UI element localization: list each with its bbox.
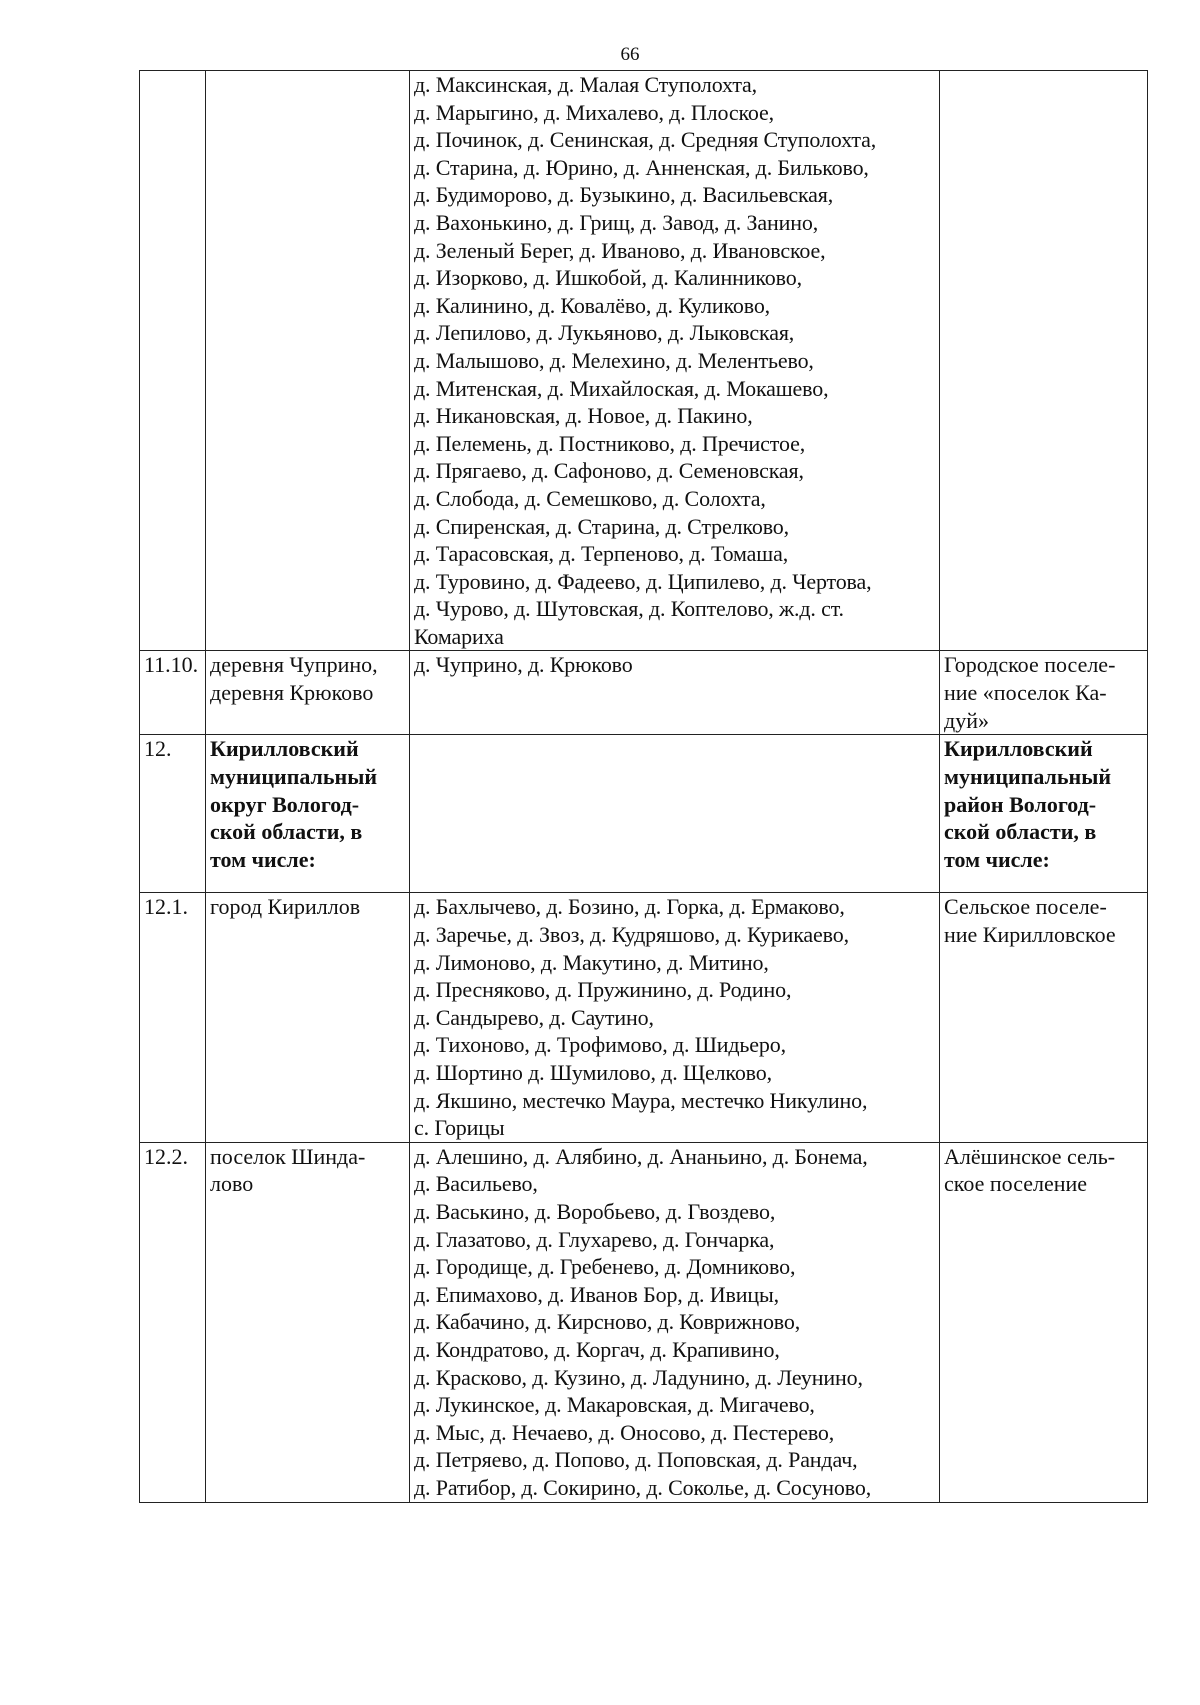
settlements-line: д. Тихоново, д. Трофимово, д. Шидьеро, [414, 1032, 786, 1058]
settlements-line: д. Тарасовская, д. Терпеново, д. Томаша, [414, 541, 789, 567]
former-municipality-line: Кирилловский [944, 736, 1093, 762]
table-row [140, 651, 1148, 735]
settlements-line: д. Епимахово, д. Иванов Бор, д. Ивицы, [414, 1281, 779, 1307]
settlements-line: д. Пресняково, д. Пружинино, д. Родино, [414, 977, 792, 1003]
settlements-line: д. Починок, д. Сенинская, д. Средняя Ступолохта, [414, 127, 877, 153]
settlements-line: д. Ратибор, д. Сокирино, д. Сокольe, д. Сосуново, [414, 1474, 872, 1500]
former-municipality-cell [940, 893, 1148, 1142]
former-municipality-cell [940, 735, 1148, 893]
settlements-line: д. Петряево, д. Попово, д. Поповская, д. Рандач, [414, 1447, 858, 1473]
settlements-cell [410, 893, 940, 1142]
row-number-cell [140, 735, 206, 893]
settlements-cell [410, 735, 940, 893]
settlements-line: д. Чурово, д. Шутовская, д. Коптелово, ж.д. ст. [414, 596, 844, 622]
former-municipality-line: дуй» [944, 707, 989, 733]
settlements-cell [410, 71, 940, 651]
settlements-line: д. Калинино, д. Ковалёво, д. Куликово, [414, 292, 771, 318]
former-municipality-line: Сельское поселе- [944, 894, 1107, 920]
settlements-line: д. Пелемень, д. Постниково, д. Пречистое, [414, 430, 806, 456]
former-municipality-line: район Вологод- [944, 791, 1097, 817]
settlements-line: д. Лепилово, д. Лукьяново, д. Лыковская, [414, 320, 795, 346]
municipality-name-line: муниципальный [210, 764, 378, 790]
settlements-line: д. Городище, д. Гребенево, д. Домниково, [414, 1254, 796, 1280]
settlements-line: д. Вахонькино, д. Грищ, д. Завод, д. Занино, [414, 209, 819, 235]
new-municipality-cell [206, 651, 410, 735]
settlements-line: д. Шортино д. Шумилово, д. Щелково, [414, 1060, 772, 1086]
table-row [140, 735, 1148, 893]
settlements-line: с. Горицы [414, 1115, 505, 1141]
row-number-cell [140, 1142, 206, 1502]
row-number: 11.10. [144, 652, 199, 678]
municipality-name-line: том числе: [210, 846, 316, 872]
settlements-line: д. Будиморово, д. Бузыкино, д. Васильевская, [414, 182, 834, 208]
settlements-line: д. Васькино, д. Воробьево, д. Гвоздево, [414, 1199, 776, 1224]
settlements-line: Комариха [414, 623, 504, 649]
settlements-cell [410, 1142, 940, 1502]
table-row [140, 71, 1148, 651]
former-municipality-cell [940, 71, 1148, 651]
settlements-table [139, 70, 1148, 1503]
former-municipality-cell [940, 651, 1148, 735]
former-municipality-line: ской области, в [944, 819, 1097, 845]
former-municipality-line: Городское поселе- [944, 652, 1116, 678]
settlements-line: д. Мыс, д. Нечаево, д. Оносово, д. Пестерево, [414, 1419, 835, 1445]
page-number: 66 [620, 44, 640, 65]
row-number-cell [140, 71, 206, 651]
municipality-name-line: деревня Крюково [210, 680, 374, 706]
new-municipality-cell [206, 735, 410, 893]
former-municipality-line: муниципальный [944, 764, 1112, 790]
settlements-line: д. Заречье, д. Звоз, д. Кудряшово, д. Курикаево, [414, 922, 849, 948]
municipality-name-line: Кирилловский [210, 736, 359, 762]
settlements-cell [410, 651, 940, 735]
table-row [140, 1142, 1148, 1502]
settlements-line: д. Малышово, д. Мелехино, д. Мелентьево, [414, 347, 814, 373]
municipality-name-line: ской области, в [210, 819, 363, 845]
settlements-line: д. Изорково, д. Ишкобой, д. Калинниково, [414, 265, 802, 291]
row-number: 12. [144, 736, 172, 762]
settlements-line: д. Красково, д. Кузино, д. Ладунино, д. Леунино, [414, 1364, 863, 1390]
row-number-cell [140, 651, 206, 735]
settlements-line: д. Бахлычево, д. Бозино, д. Горка, д. Ермаково, [414, 894, 845, 920]
new-municipality-cell [206, 71, 410, 651]
table-row [140, 893, 1148, 1142]
municipality-name-line: поселок Шинда- [210, 1143, 366, 1169]
row-number: 12.2. [144, 1143, 188, 1169]
former-municipality-line: том числе: [944, 846, 1050, 872]
settlements-line: д. Максинская, д. Малая Ступолохта, [414, 72, 758, 97]
settlements-line: д. Сандырево, д. Саутино, [414, 1004, 654, 1030]
settlements-line: д. Спиренская, д. Старина, д. Стрелково, [414, 513, 790, 539]
settlements-line: д. Глазатово, д. Глухарево, д. Гончарка, [414, 1226, 775, 1252]
municipality-name-line: город Кириллов [210, 894, 361, 920]
new-municipality-cell [206, 1142, 410, 1502]
settlements-line: д. Слобода, д. Семешково, д. Солохта, [414, 485, 766, 511]
settlements-line: д. Лукинское, д. Макаровская, д. Мигачево, [414, 1392, 815, 1418]
settlements-line: д. Васильево, [414, 1171, 538, 1197]
settlements-line: д. Зеленый Берег, д. Иваново, д. Ивановское, [414, 237, 826, 263]
former-municipality-line: Алёшинское сель- [944, 1143, 1116, 1169]
settlements-line: д. Старина, д. Юрино, д. Анненская, д. Бильково, [414, 154, 869, 180]
settlements-line: д. Марыгино, д. Михалево, д. Плоское, [414, 99, 774, 125]
municipality-name-line: лово [210, 1171, 254, 1197]
settlements-line: д. Прягаево, д. Сафоново, д. Семеновская, [414, 458, 804, 484]
former-municipality-line: ние Кирилловское [944, 922, 1116, 948]
settlements-line: д. Лимоново, д. Макутино, д. Митино, [414, 949, 769, 975]
settlements-line: д. Чуприно, д. Крюково [414, 652, 633, 678]
settlements-line: д. Кабачино, д. Кирсново, д. Коврижново, [414, 1309, 801, 1335]
row-number: 12.1. [144, 894, 188, 920]
former-municipality-cell [940, 1142, 1148, 1502]
row-number-cell [140, 893, 206, 1142]
former-municipality-line: ское поселение [944, 1171, 1088, 1197]
new-municipality-cell [206, 893, 410, 1142]
municipality-name-line: округ Вологод- [210, 791, 360, 817]
settlements-line: д. Якшино, местечко Маура, местечко Никулино, [414, 1087, 868, 1113]
municipality-name-line: деревня Чуприно, [210, 652, 378, 678]
former-municipality-line: ние «поселок Ка- [944, 680, 1107, 706]
settlements-line: д. Митенская, д. Михайлоская, д. Мокашево, [414, 375, 829, 401]
settlements-line: д. Алешино, д. Алябино, д. Ананьино, д. Бонема, [414, 1143, 868, 1169]
settlements-line: д. Туровино, д. Фадеево, д. Ципилево, д. Чертова, [414, 568, 872, 594]
table-body [140, 71, 1148, 1503]
settlements-line: д. Никановская, д. Новое, д. Пакино, [414, 403, 753, 429]
settlements-line: д. Кондратово, д. Коргач, д. Крапивино, [414, 1336, 780, 1362]
